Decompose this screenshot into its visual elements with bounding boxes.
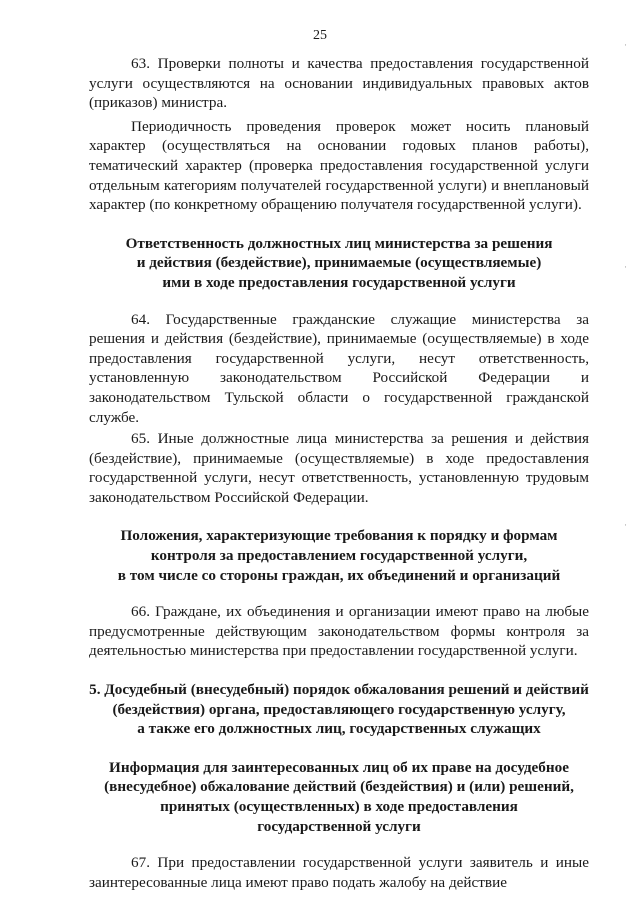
section-heading-appeal-information — [89, 758, 589, 836]
paragraph-65: 65. Иные должностные лица министерства за решения и действия (бездействие), принимаемые (осуществляемые) в ходе предоставления государственной услуги, несут ответственность, установленную трудовым законодательством Российской Федерации. — [89, 430, 589, 506]
paragraph-63: 63. Проверки полноты и качества предоставления государственной услуги осуществляются на основании индивидуальных правовых актов (приказов) министра. — [89, 55, 589, 112]
section-heading-control-forms — [89, 526, 589, 585]
page-number: 25 — [313, 28, 327, 43]
section-heading-responsibility — [89, 234, 589, 293]
heading-line: Информация для заинтересованных лиц об их праве на досудебное — [109, 758, 569, 776]
heading-line: и действия (бездействие), принимаемые (осуществляемые) — [136, 254, 542, 272]
heading-line: в том числе со стороны граждан, их объединений и организаций — [117, 566, 561, 584]
heading-line: Ответственность должностных лиц министерства за решения — [125, 234, 553, 252]
paragraph-63-periodicity: Периодичность проведения проверок может носить плановый характер (осуществляться на основании годовых планов работы), тематический характер (проверка предоставления государственной услуги отдельным категориям получателей государственной услуги) и внеплановый характер (по конкретному обращению получателя государственной услуги). — [89, 117, 589, 214]
heading-line: а также его должностных лиц, государственных служащих — [137, 720, 541, 738]
heading-line: принятых (осуществленных) в ходе предоставления — [160, 798, 518, 815]
heading-line: государственной услуги — [257, 817, 421, 835]
heading-line: ими в ходе предоставления государственной услуги — [162, 273, 516, 291]
heading-line: контроля за предоставлением государственной услуги, — [150, 547, 528, 565]
margin-mark: · — [624, 262, 627, 272]
paragraph-66: 66. Граждане, их объединения и организации имеют право на любые предусмотренные действующим законодательством формы контроля за деятельностью министерства при предоставлении государственной услуги. — [89, 603, 589, 660]
paragraph-64: 64. Государственные гражданские служащие министерства за решения и действия (бездействие), принимаемые (осуществляемые) в ходе предоставления государственной услуги, несут ответственность, установленную законодательством Российской Федерации и законодательством Тульской области о государственной гражданской службе. — [89, 310, 589, 426]
heading-line: 5. Досудебный (внесудебный) порядок обжалования решений и действий — [89, 681, 589, 699]
margin-mark: · — [624, 40, 627, 50]
section-heading-appeal-procedure — [89, 680, 589, 739]
paragraph-67: 67. При предоставлении государственной услуги заявитель и иные заинтересованные лица имеют право подать жалобу на действие — [89, 854, 589, 891]
heading-line: Положения, характеризующие требования к порядку и формам — [120, 527, 558, 545]
heading-line: (внесудебное) обжалование действий (бездействия) и (или) решений, — [104, 778, 574, 796]
document-body — [89, 54, 589, 892]
margin-mark: · — [624, 520, 627, 530]
heading-line: (бездействия) органа, предоставляющего государственную услугу, — [112, 700, 566, 718]
